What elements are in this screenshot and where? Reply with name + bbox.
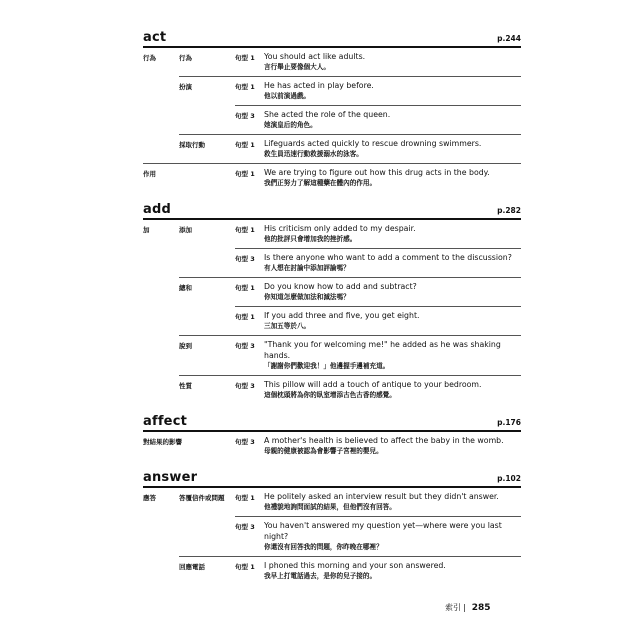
example-chinese: 你還沒有回答我的問題，你昨晚在哪裡？: [264, 543, 383, 551]
example-english: He has acted in play before.: [264, 81, 374, 90]
entry: [143, 48, 521, 76]
headword-row: [143, 410, 521, 432]
entry: [143, 432, 521, 460]
example-english: I phoned this morning and your son answered.: [264, 561, 446, 570]
example-chinese: 言行舉止要像個大人。: [264, 63, 330, 71]
example-chinese: 他以前演過戲。: [264, 92, 311, 100]
page-reference: p.102: [497, 474, 521, 483]
headword-row: [143, 466, 521, 488]
example-english: You haven't answered my question yet—where were you last night?: [264, 521, 502, 541]
pattern-label: 句型 3: [235, 342, 255, 350]
sense-label: 總和: [179, 284, 192, 292]
example-chinese: 這個枕頭將為你的臥室增添古色古香的感覺。: [264, 391, 396, 399]
pattern-label: 句型 1: [235, 284, 255, 292]
example-english: Lifeguards acted quickly to rescue drowning swimmers.: [264, 139, 482, 148]
headword-row: [143, 198, 521, 220]
headword-row: [143, 26, 521, 48]
sense-label: 性質: [179, 382, 192, 390]
example-english: You should act like adults.: [264, 52, 366, 61]
entry: [143, 376, 521, 404]
example-english: Do you know how to add and subtract?: [264, 282, 417, 291]
pattern-label: 句型 3: [235, 523, 255, 531]
meaning-label: 應答: [143, 494, 156, 502]
example-chinese: 他的批評只會增加我的挫折感。: [264, 235, 357, 243]
sense-label: 回應電話: [179, 563, 205, 571]
example-english: This pillow will add a touch of antique to your bedroom.: [264, 380, 482, 389]
footer-separator: |: [463, 603, 466, 612]
entry: [143, 557, 521, 585]
entry: [143, 517, 521, 556]
pattern-label: 句型 3: [235, 255, 255, 263]
pattern-label: 句型 1: [235, 313, 255, 321]
entry: [143, 106, 521, 134]
footer-label: 索引: [445, 603, 461, 612]
meaning-label: 作用: [143, 170, 156, 178]
example-english: "Thank you for welcoming me!" he added as he was shaking hands.: [264, 340, 501, 360]
example-chinese: 我們正努力了解這種藥在體內的作用。: [264, 179, 377, 187]
sense-label: 答覆信件或問題: [179, 494, 225, 502]
entry: [143, 488, 521, 516]
example-chinese: 三加五等於八。: [264, 322, 311, 330]
page-reference: p.176: [497, 418, 521, 427]
sense-label: 扮演: [179, 83, 192, 91]
sense-label: 添加: [179, 226, 192, 234]
page-reference: p.244: [497, 34, 521, 43]
example-chinese: 我早上打電話過去，是你的兒子接的。: [264, 572, 377, 580]
sense-label: 行為: [179, 54, 192, 62]
headword: act: [143, 30, 167, 45]
example-chinese: 「謝謝你們歡迎我！」他邊握手邊補充道。: [264, 362, 390, 370]
example-chinese: 你知道怎麼做加法和減法嗎？: [264, 293, 350, 301]
example-chinese: 母親的健康被認為會影響子宮裡的嬰兒。: [264, 447, 383, 455]
example-english: A mother's health is believed to affect the baby in the womb.: [264, 436, 504, 445]
example-chinese: 救生員迅速行動救援溺水的泳客。: [264, 150, 363, 158]
pattern-label: 句型 1: [235, 83, 255, 91]
sense-label: 採取行動: [179, 141, 205, 149]
pattern-label: 句型 1: [235, 563, 255, 571]
page-footer: [445, 602, 491, 613]
example-chinese: 她演皇后的角色。: [264, 121, 317, 129]
page-reference: p.282: [497, 206, 521, 215]
headword: answer: [143, 470, 198, 485]
pattern-label: 句型 1: [235, 494, 255, 502]
example-english: His criticism only added to my despair.: [264, 224, 416, 233]
example-english: He politely asked an interview result but they didn't answer.: [264, 492, 499, 501]
section-affect: [143, 410, 521, 460]
entry: [143, 77, 521, 105]
example-english: If you add three and five, you get eight.: [264, 311, 420, 320]
pattern-label: 句型 1: [235, 141, 255, 149]
section-add: [143, 198, 521, 404]
example-chinese: 有人想在討論中添加評論嗎？: [264, 264, 350, 272]
meaning-label: 行為: [143, 54, 156, 62]
entry: [143, 135, 521, 163]
pattern-label: 句型 3: [235, 112, 255, 120]
entry: [143, 336, 521, 375]
section-act: [143, 26, 521, 192]
entry: [143, 249, 521, 277]
pattern-label: 句型 1: [235, 54, 255, 62]
sense-label: 說到: [179, 342, 192, 350]
pattern-label: 句型 1: [235, 170, 255, 178]
entry: [143, 220, 521, 248]
pattern-label: 句型 3: [235, 382, 255, 390]
pattern-label: 句型 3: [235, 438, 255, 446]
example-english: Is there anyone who want to add a comment to the discussion?: [264, 253, 512, 262]
entry: [143, 278, 521, 306]
headword: add: [143, 202, 171, 217]
index-page: [143, 26, 521, 585]
headword: affect: [143, 414, 188, 429]
meaning-label: 對結果的影響: [143, 438, 182, 446]
section-answer: [143, 466, 521, 585]
page-number: 285: [471, 603, 491, 613]
meaning-label: 加: [143, 226, 150, 234]
pattern-label: 句型 1: [235, 226, 255, 234]
example-english: We are trying to figure out how this drug acts in the body.: [264, 168, 490, 177]
example-chinese: 他禮貌地詢問面試的結果，但他們沒有回答。: [264, 503, 396, 511]
entry: [143, 307, 521, 335]
example-english: She acted the role of the queen.: [264, 110, 391, 119]
entry: [143, 164, 521, 192]
